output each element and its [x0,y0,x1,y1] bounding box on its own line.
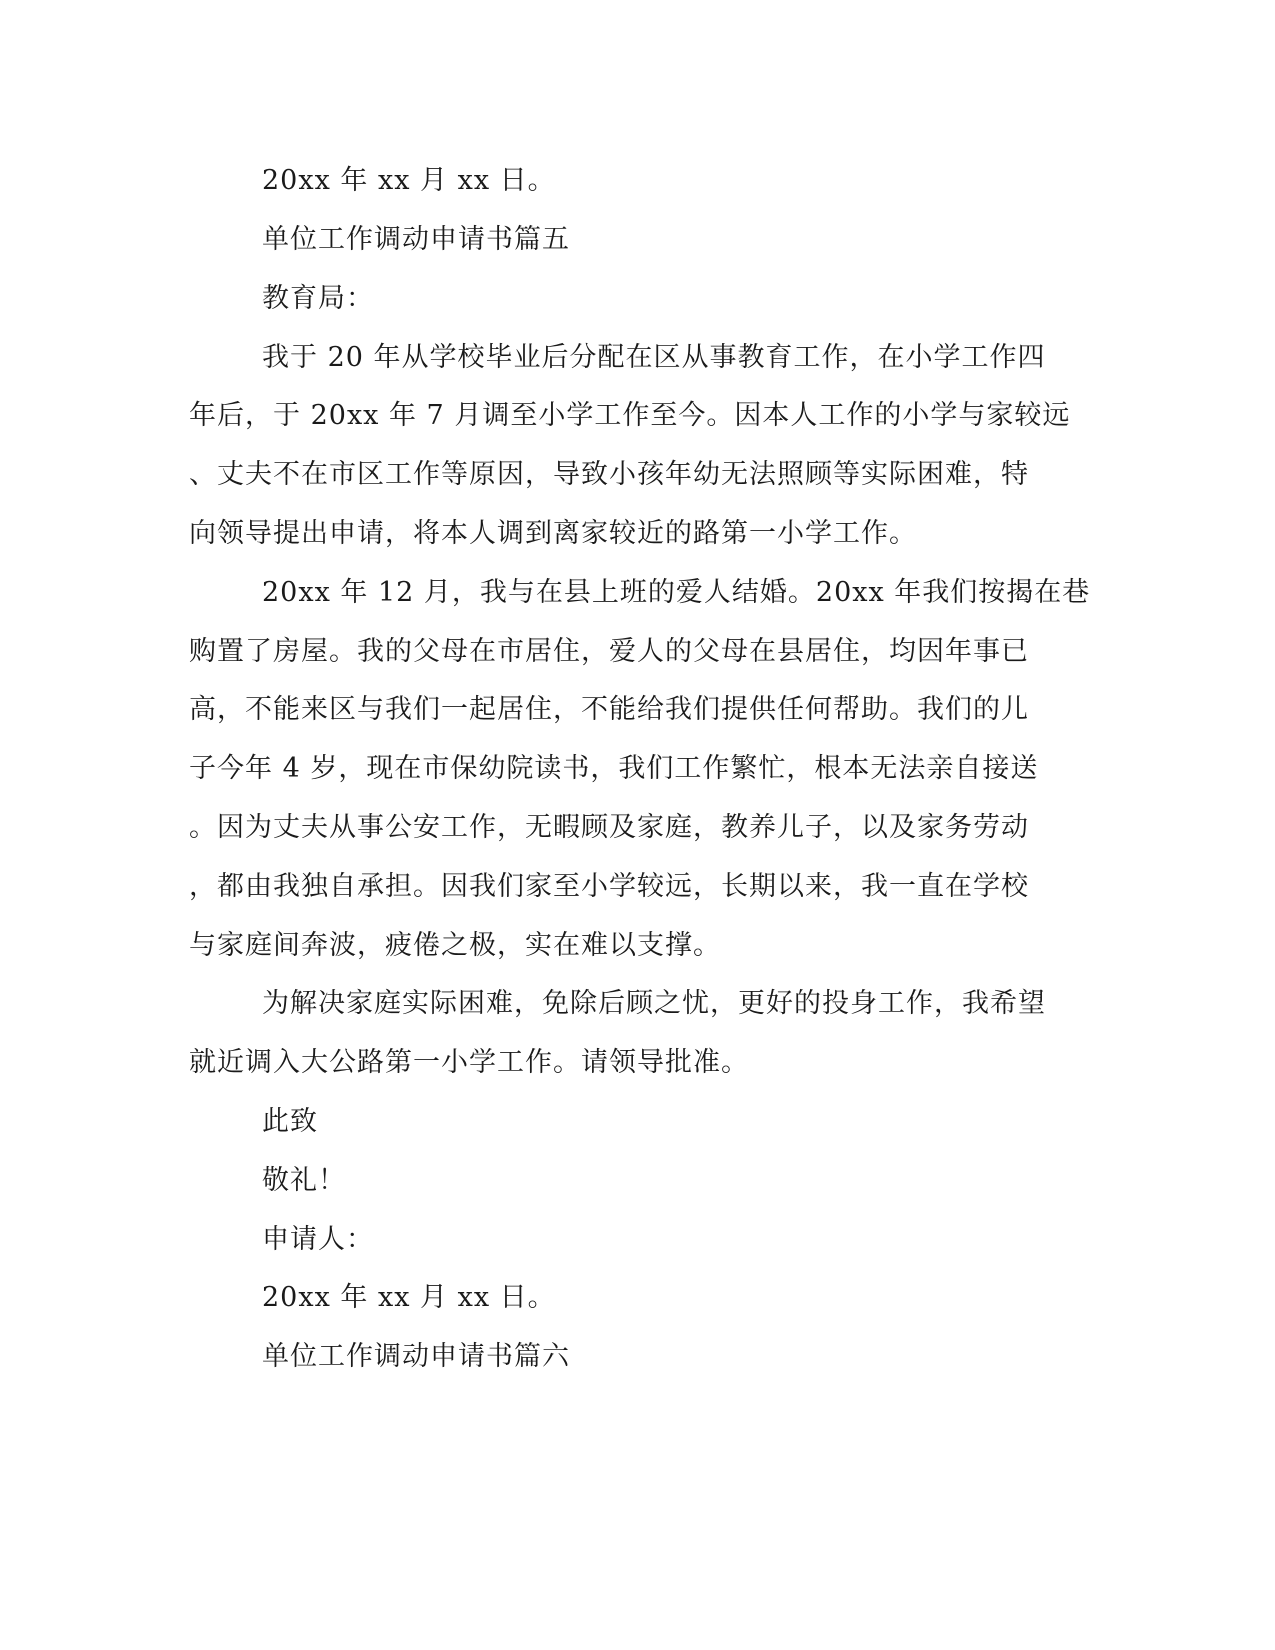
paragraph-line: 与家庭间奔波，疲倦之极，实在难以支撑。 [189,930,721,961]
paragraph-line: 向领导提出申请，将本人调到离家较近的路第一小学工作。 [189,518,917,549]
paragraph-line: 我于 20 年从学校毕业后分配在区从事教育工作，在小学工作四 [262,342,1046,373]
closing-line: 此致 [262,1106,318,1137]
section-heading: 单位工作调动申请书篇五 [262,224,570,255]
date-line: 20xx 年 xx 月 xx 日。 [262,1282,556,1313]
paragraph-line: 高，不能来区与我们一起居住，不能给我们提供任何帮助。我们的儿 [189,694,1029,725]
paragraph-line: 就近调入大公路第一小学工作。请领导批准。 [189,1047,749,1078]
paragraph-line: 20xx 年 12 月，我与在县上班的爱人结婚。20xx 年我们按揭在巷 [262,577,1091,608]
salutation: 教育局： [262,283,374,314]
paragraph-line: 子今年 4 岁，现在市保幼院读书，我们工作繁忙，根本无法亲自接送 [189,753,1039,784]
paragraph-line: 。因为丈夫从事公安工作，无暇顾及家庭，教养儿子，以及家务劳动 [189,812,1029,843]
date-line: 20xx 年 xx 月 xx 日。 [262,165,556,196]
applicant-label: 申请人： [262,1224,374,1255]
closing-regards: 敬礼！ [262,1165,346,1196]
paragraph-line: 购置了房屋。我的父母在市居住，爱人的父母在县居住，均因年事已 [189,636,1029,667]
paragraph-line: 为解决家庭实际困难，免除后顾之忧，更好的投身工作，我希望 [262,988,1046,1019]
section-heading: 单位工作调动申请书篇六 [262,1341,570,1372]
paragraph-line: 年后，于 20xx 年 7 月调至小学工作至今。因本人工作的小学与家较远 [189,400,1071,431]
paragraph-line: ，都由我独自承担。因我们家至小学较远，长期以来，我一直在学校 [189,871,1029,902]
paragraph-line: 、丈夫不在市区工作等原因，导致小孩年幼无法照顾等实际困难，特 [189,459,1029,490]
